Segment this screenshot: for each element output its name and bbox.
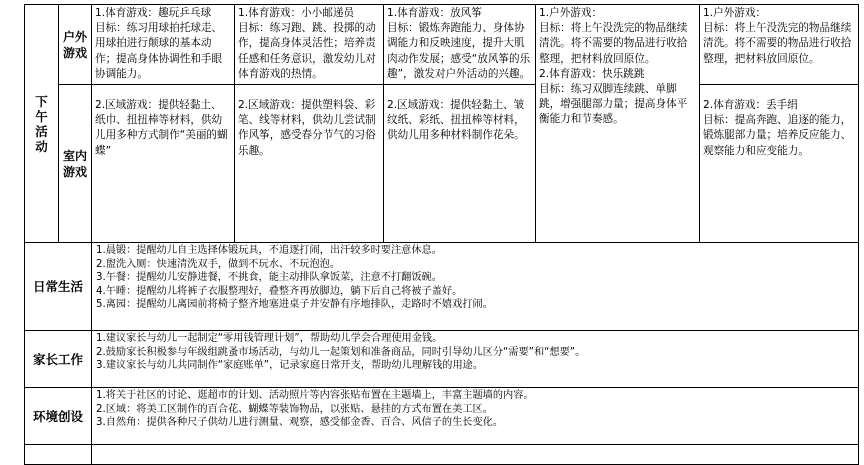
empty-label-cell [25,445,92,465]
cell-line: 2.体育游戏：丢手绢 [703,99,798,111]
cell-line: 目标：锻炼奔跑能力、身体协调能力和反映速度，提升大肌肉动作发展；感受“放风筝的乐趣”，激发对户外活动的兴趣。 [387,22,531,80]
parent-work-content [92,331,859,388]
environment-content [92,388,859,445]
afternoon-outdoor-row [25,5,859,85]
parent-work-label: 家长工作 [25,331,92,388]
cell-line: 目标：将上午没洗完的物品继续清洗。将不需要的物品进行收拾整理，把材料放回原位。 [539,22,688,65]
daily-life-row [25,243,859,331]
monday-indoor-cell [92,85,235,243]
list-item: 5.离园：提醒幼儿离园前将椅子整齐地塞进桌子并安静有序地排队，走路时不嬉戏打闹。 [96,299,493,311]
thursday-activities-cell [536,5,700,243]
list-item: 2.盥洗入厕：快速清洗双手，做到不玩水、不玩泡泡。 [96,258,341,270]
weekly-plan-table [24,4,859,465]
tuesday-outdoor-cell [235,5,384,85]
list-item: 3.建议家长与幼儿共同制作“家庭账单”，记录家庭日常开支，帮助幼儿理解钱的用途。 [96,360,484,372]
cell-line: 2.区域游戏：提供轻黏土、皱纹纸、彩纸、扭扭棒等材料，供幼儿用多种材料制作花朵。 [387,99,525,142]
list-item: 4.午睡：提醒幼儿将裤子衣服整理好，叠整齐再放脚边，躺下后自己将被子盖好。 [96,285,463,297]
list-item: 3.午餐：提醒幼儿安静进餐，不挑食，能主动排队拿饭菜，注意不打翻饭碗。 [96,272,442,284]
cell-line: 1.体育游戏：小小邮递员 [238,7,355,19]
friday-outdoor-cell [700,5,859,85]
cell-line: 2.区域游戏：提供塑料袋、彩笔、线等材料，供幼儿尝试制作风筝，感受春分节气的习俗乐趣。 [238,99,376,157]
list-item: 3.自然角：提供各种尺子供幼儿进行测量、观察，感受郁金香、百合、风信子的生长变化。 [96,417,504,429]
wednesday-outdoor-cell [384,5,536,85]
cell-line: 目标：练习跑、跳、投掷的动作，提高身体灵活性；培养责任感和任务意识，激发幼儿对体育游戏的热情。 [238,22,376,80]
cell-line: 目标：练习用球拍托球走、用球拍进行颠球的基本动作；提高身体协调性和手眼协调能力。 [95,22,223,80]
list-item: 2.区域：将美工区制作的百合花、蝴蝶等装饰物品，以张贴、悬挂的方式布置在美工区。 [96,403,493,415]
outdoor-games-label: 户外 游戏 [59,5,92,85]
cell-line: 1.户外游戏： [539,7,603,19]
indoor-games-label: 室内 游戏 [59,85,92,243]
cell-line: 目标：将上午没洗完的物品继续清洗。将不需要的物品进行收拾整理，把材料放回原位。 [703,22,852,65]
daily-life-label: 日常生活 [25,243,92,331]
cell-line: 1.体育游戏：放风筝 [387,7,482,19]
cell-line: 2.体育游戏：快乐跳跳 [539,67,645,80]
cell-line: 目标：提高奔跑、追逐的能力，锻炼腿部力量；培养反应能力、观察能力和应变能力。 [703,114,852,157]
list-item: 1.晨锻：提醒幼儿自主选择体锻玩具，不追逐打闹，出汗较多时要注意休息。 [96,245,442,256]
parent-work-row [25,331,859,388]
cell-line: 1.体育游戏：趣玩乒乓球 [95,7,212,19]
environment-row [25,388,859,445]
tuesday-indoor-cell [235,85,384,243]
daily-life-content [92,243,859,331]
environment-label: 环境创设 [25,388,92,445]
afternoon-indoor-row [25,85,859,243]
afternoon-section-label: 下 午 活 动 [25,5,59,243]
cell-line: 1.户外游戏： [703,7,767,19]
empty-row [25,445,859,465]
list-item: 1.将关于社区的讨论、逛超市的计划、活动照片等内容张贴布置在主题墙上，丰富主题墙的内容。 [96,390,534,401]
monday-outdoor-cell [92,5,235,85]
friday-indoor-cell [700,85,859,243]
cell-line: 目标：练习双脚连续跳、单脚跳，增强腿部力量；提高身体平衡能力和节奏感。 [539,83,688,126]
list-item: 2.鼓励家长积极参与年级组跳蚤市场活动，与幼儿一起策划和准备商品，同时引导幼儿区分“需要”和“想要”。 [96,346,586,358]
list-item: 1.建议家长与幼儿一起制定“零用钱管理计划”，帮助幼儿学会合理使用金钱。 [96,333,443,344]
wednesday-indoor-cell [384,85,536,243]
cell-line: 2.区域游戏：提供轻黏土、纸巾、扭扭棒等材料，供幼儿用多种方式制作“美丽的蝴蝶” [95,99,228,157]
empty-content-cell [92,445,859,465]
